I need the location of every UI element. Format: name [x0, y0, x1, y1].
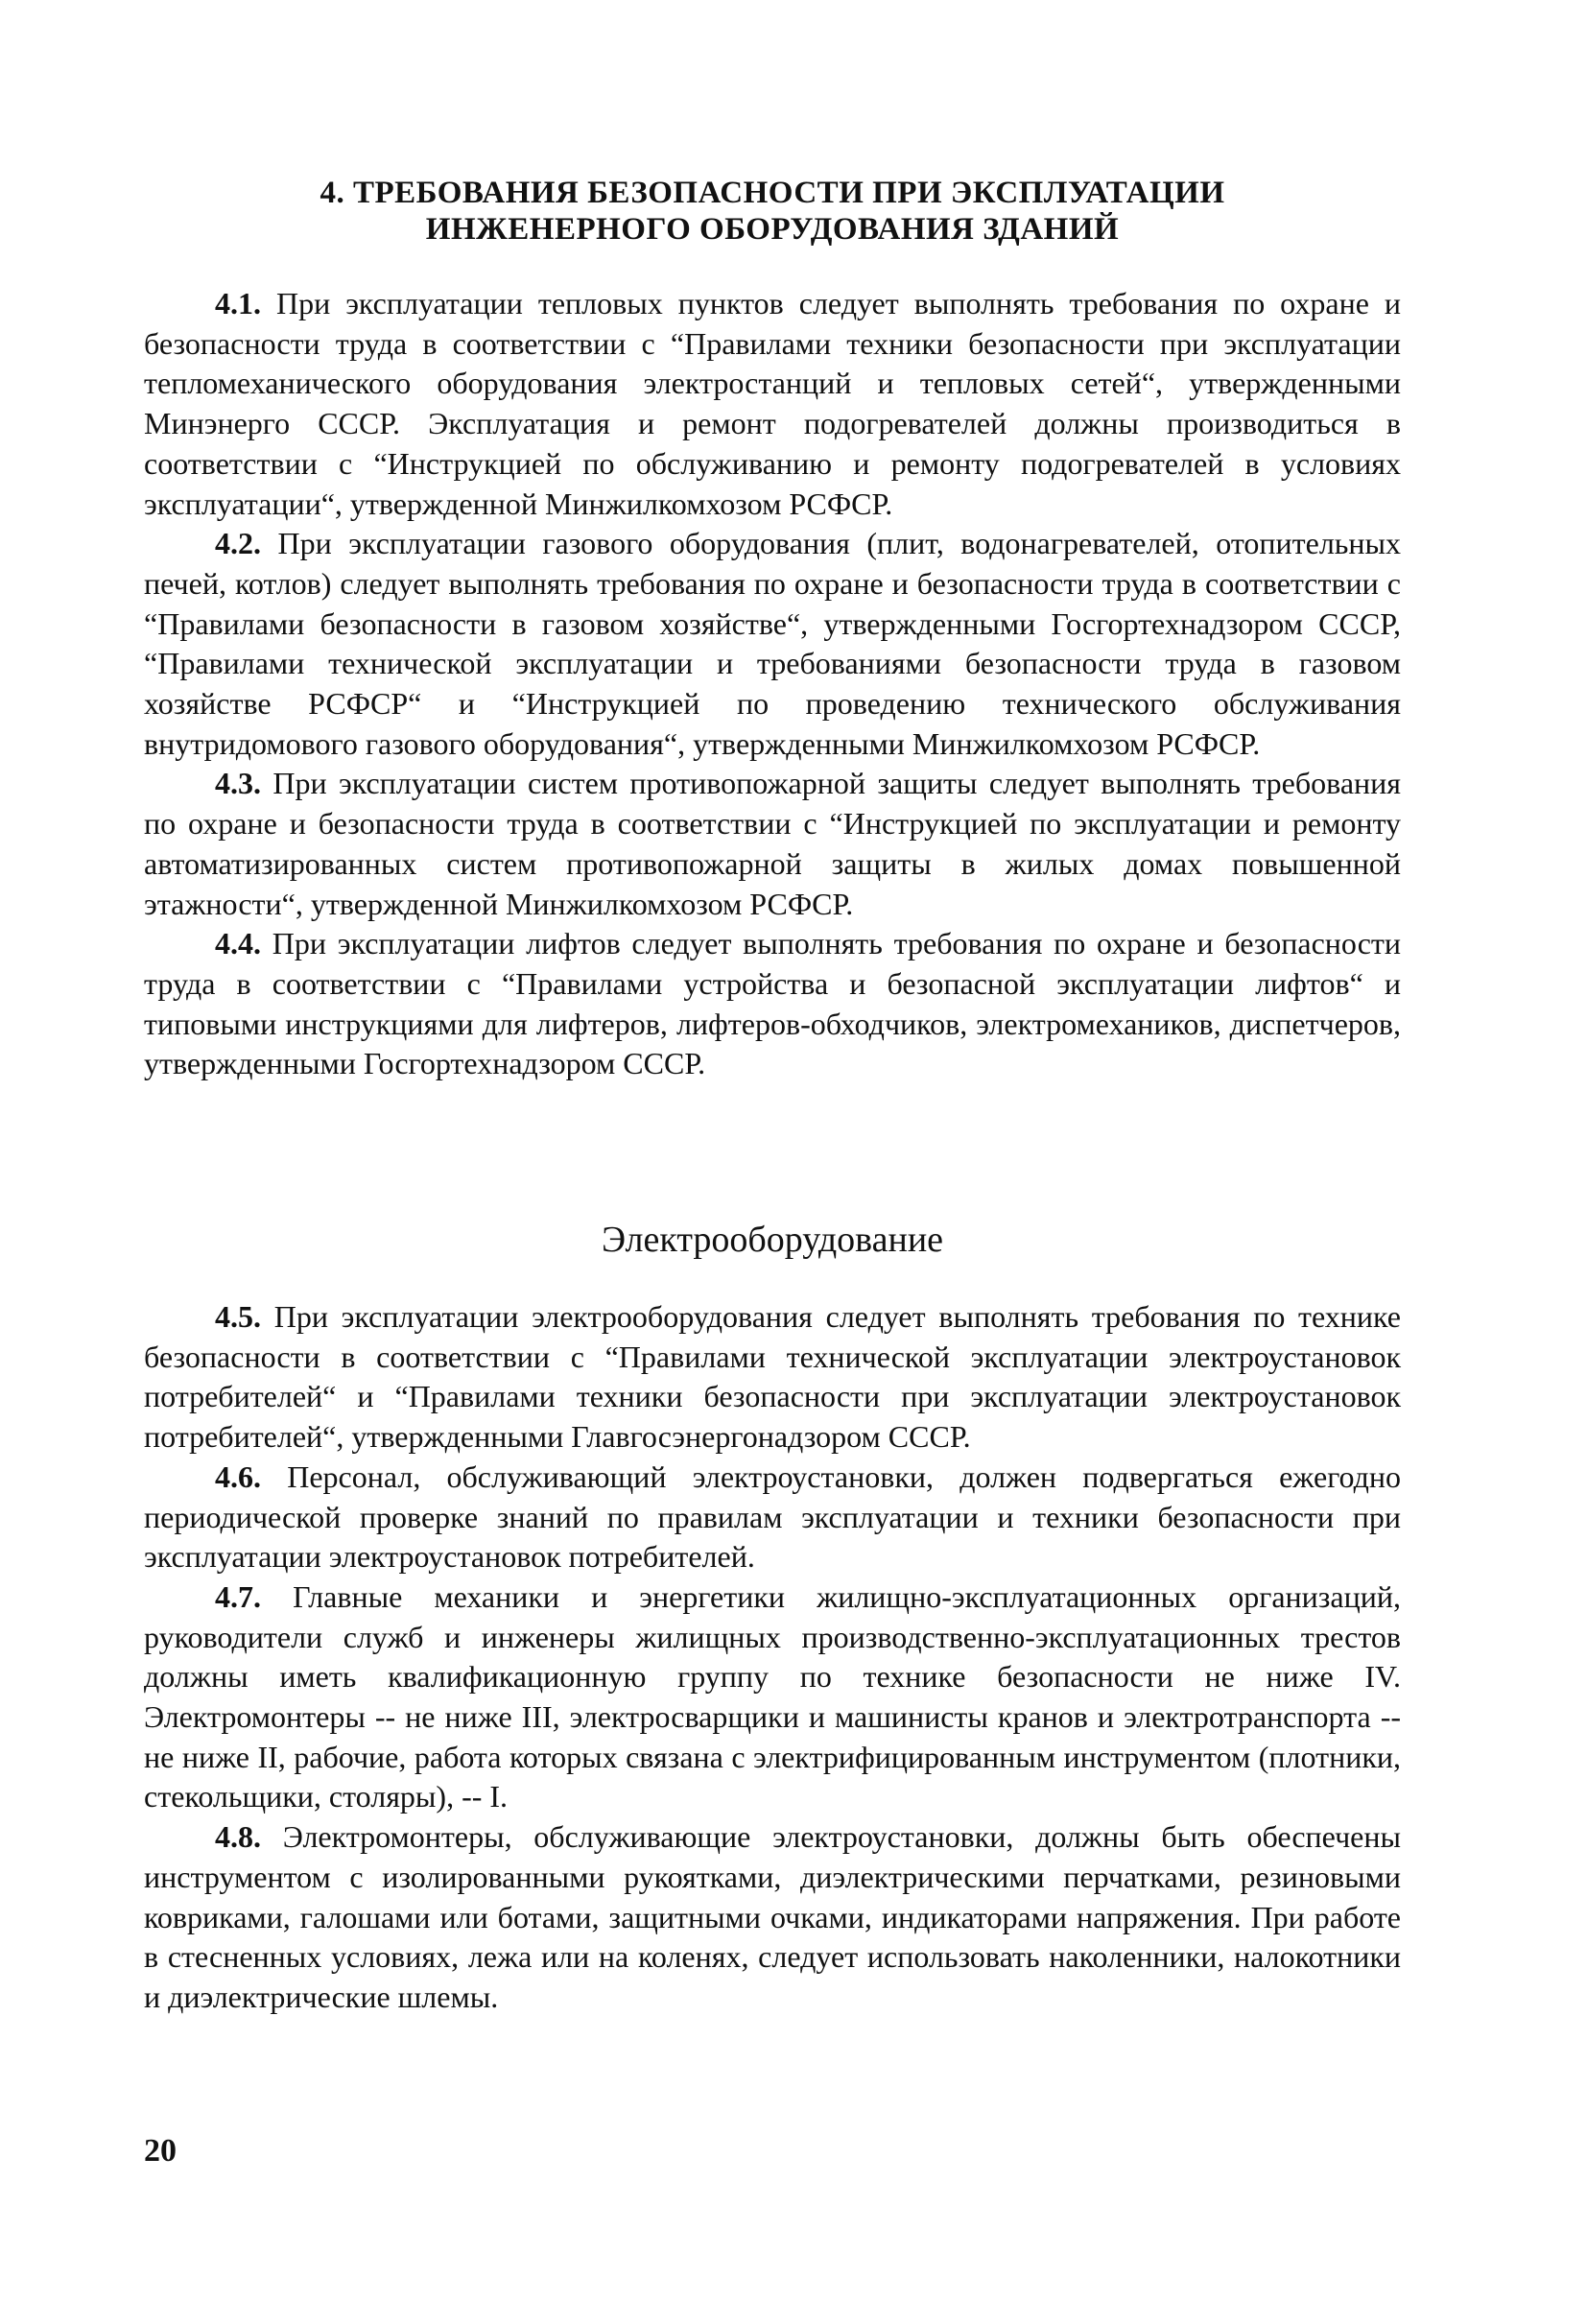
paragraph-text: При эксплуатации лифтов следует выполнять требования по охране и безопасности труда в соответствии с “Правилами устройства и безопасной эксплуатации лифтов“ и типовыми инструкциями для лифтеров, лифтеров-обходчиков, электромехаников, диспетчеров, утвержденными Госгортехнадзором СССР. — [144, 926, 1401, 1081]
paragraph-number: 4.5. — [215, 1299, 261, 1334]
paragraph-4-6 — [144, 1458, 1401, 1577]
paragraph-number: 4.8. — [215, 1819, 261, 1855]
paragraph-number: 4.7. — [215, 1578, 261, 1614]
paragraph-text: Электромонтеры, обслуживающие электроустановки, должны быть обеспечены инструментом с изолированными рукоятками, диэлектрическими перчатками, резиновыми ковриками, галошами или ботами, защитными очками, индикаторами напряжения. При работе в стесненных условиях, лежа или на коленях, следует использовать наколенники, налокотники и диэлектрические шлемы. — [144, 1819, 1401, 2014]
page-number: 20 — [144, 2133, 177, 2169]
paragraph-text: Персонал, обслуживающий электроустановки, должен подвергаться ежегодно периодической проверке знаний по правилам эксплуатации и техники безопасности при эксплуатации электроустановок потребителей. — [144, 1458, 1402, 1575]
paragraph-number: 4.4. — [215, 926, 261, 961]
section-title-line-2: ИНЖЕНЕРНОГО ОБОРУДОВАНИЯ ЗДАНИЙ — [425, 212, 1120, 247]
section-title — [144, 175, 1401, 248]
text-block-electrical-equipment — [144, 1297, 1401, 2018]
paragraph-number: 4.1. — [215, 286, 261, 320]
paragraph-number: 4.3. — [215, 766, 261, 801]
paragraph-4-2 — [144, 524, 1401, 764]
paragraph-text: Главные механики и энергетики жилищно-эксплуатационных организаций, руководители служб и инженеры жилищных производственно-эксплуатационных трестов должны иметь квалификационную группу по технике безопасности не ниже IV. Электромонтеры -- не ниже III, электросварщики и машинисты кранов и электротранспорта -- не ниже II, рабочие, работа которых связана с электрифицированным инструментом (плотники, стекольщики, столяры), -- I. — [144, 1578, 1402, 1814]
subsection-title: Электрооборудование — [601, 1220, 944, 1260]
paragraph-text: При эксплуатации электрооборудования следует выполнять требования по технике безопасности в соответствии с “Правилами технической эксплуатации электроустановок потребителей“ и “Правилами техники безопасности при эксплуатации электроустановок потребителей“, утвержденными Главгосэнергонадзором СССР. — [144, 1299, 1401, 1455]
paragraph-number: 4.2. — [215, 526, 261, 561]
section-title-line-1: 4. ТРЕБОВАНИЯ БЕЗОПАСНОСТИ ПРИ ЭКСПЛУАТАЦИИ — [320, 176, 1225, 210]
text-block-safety-requirements — [144, 284, 1401, 1084]
paragraph-4-3 — [144, 764, 1401, 924]
paragraph-4-4 — [144, 924, 1401, 1084]
paragraph-text: При эксплуатации тепловых пунктов следует выполнять требования по охране и безопасности труда в соответствии с “Правилами техники безопасности при эксплуатации тепломеханического оборудования электростанций и тепловых сетей“, утвержденными Минэнерго СССР. Эксплуатация и ремонт подогревателей должны производиться в соответствии с “Инструкцией по обслуживанию и ремонту подогревателей в условиях эксплуатации“, утвержденной Минжилкомхозом РСФСР. — [144, 286, 1402, 521]
paragraph-4-5 — [144, 1297, 1401, 1458]
paragraph-4-7 — [144, 1577, 1401, 1817]
paragraph-text: При эксплуатации систем противопожарной защиты следует выполнять требования по охране и безопасности труда в соответствии с “Инструкцией по эксплуатации и ремонту автоматизированных систем противопожарной защиты в жилых домах повышенной этажности“, утвержденной Минжилкомхозом РСФСР. — [144, 766, 1401, 921]
paragraph-4-8 — [144, 1817, 1401, 2018]
paragraph-number: 4.6. — [215, 1458, 261, 1494]
paragraph-text: При эксплуатации газового оборудования (плит, водонагревателей, отопительных печей, котлов) следует выполнять требования по охране и безопасности труда в соответствии с “Правилами безопасности в газовом хозяйстве“, утвержденными Госгортехнадзором СССР, “Правилами технической эксплуатации и требованиями безопасности труда в газовом хозяйстве РСФСР“ и “Инструкцией по проведению технического обслуживания внутридомового газового оборудования“, утвержденными Минжилкомхозом РСФСР. — [144, 526, 1402, 761]
paragraph-4-1 — [144, 284, 1401, 524]
